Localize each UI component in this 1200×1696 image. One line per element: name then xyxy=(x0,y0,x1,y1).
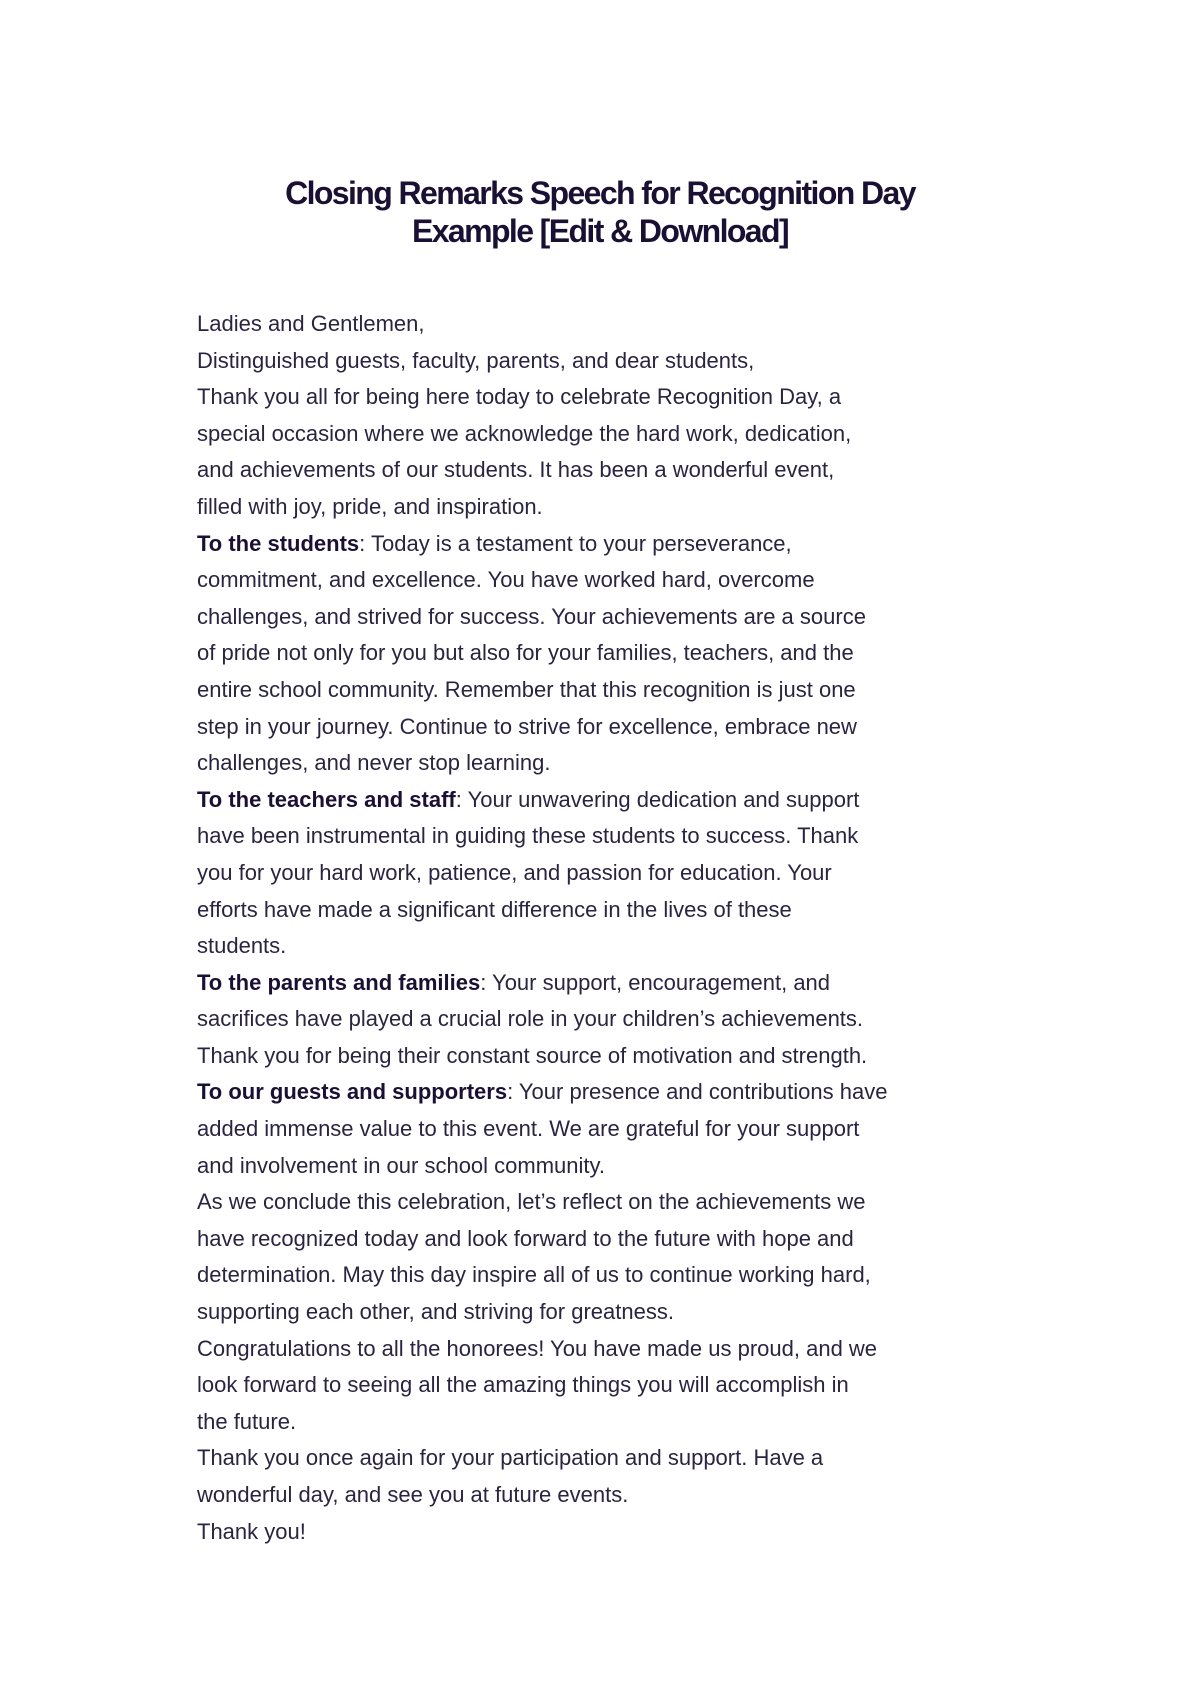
paragraph-line xyxy=(197,818,1017,855)
paragraph-line xyxy=(197,1440,1017,1477)
line-text: challenges, and strived for success. Your achievements are a source xyxy=(197,603,866,629)
paragraph-line xyxy=(197,1477,1017,1514)
line-text: you for your hard work, patience, and passion for education. Your xyxy=(197,859,832,885)
paragraph-lead-heading: To the students xyxy=(197,530,360,556)
paragraph-line xyxy=(197,1001,1017,1038)
paragraph-lead-heading: To the parents and families xyxy=(197,969,481,995)
line-text: : Your support, encouragement, and xyxy=(480,969,831,995)
line-text: Ladies and Gentlemen, xyxy=(197,311,425,336)
paragraph-line xyxy=(197,1111,1017,1148)
line-text: efforts have made a significant difference in the lives of these xyxy=(197,896,792,922)
paragraph-line xyxy=(197,306,1017,343)
line-text: the future. xyxy=(197,1408,297,1434)
paragraph-line xyxy=(197,599,1017,636)
line-text: wonderful day, and see you at future events. xyxy=(197,1482,629,1507)
document-title xyxy=(150,174,1050,250)
paragraph-line xyxy=(197,1148,1017,1185)
line-text: and involvement in our school community. xyxy=(197,1152,606,1178)
paragraph-lead-heading: To the teachers and staff xyxy=(197,786,456,812)
paragraph-line xyxy=(197,855,1017,892)
line-text: look forward to seeing all the amazing things you will accomplish in xyxy=(197,1372,849,1398)
paragraph-lead-heading: To our guests and supporters xyxy=(197,1079,508,1105)
line-text: : Your presence and contributions have xyxy=(507,1079,888,1105)
line-text: Thank you! xyxy=(197,1518,306,1544)
line-text: added immense value to this event. We are grateful for your support xyxy=(197,1116,860,1142)
paragraph-line xyxy=(197,1038,1017,1075)
line-text: determination. May this day inspire all of us to continue working hard, xyxy=(197,1262,871,1288)
paragraph-line xyxy=(197,452,1017,489)
paragraph-line xyxy=(197,379,1017,416)
speech-paragraph xyxy=(197,965,1017,1075)
paragraph-line xyxy=(197,416,1017,453)
speech-paragraph xyxy=(197,306,1017,343)
line-text: have been instrumental in guiding these students to success. Thank xyxy=(197,823,859,849)
paragraph-line xyxy=(197,892,1017,929)
line-text: : Today is a testament to your perseverance, xyxy=(359,530,792,556)
line-text: special occasion where we acknowledge the hard work, dedication, xyxy=(197,420,852,446)
paragraph-line xyxy=(197,1367,1017,1404)
title-line: Closing Remarks Speech for Recognition Day xyxy=(285,175,915,211)
paragraph-line xyxy=(197,745,1017,782)
paragraph-line xyxy=(197,782,1017,819)
line-text: challenges, and never stop learning. xyxy=(197,750,551,776)
paragraph-line xyxy=(197,526,1017,563)
line-text: As we conclude this celebration, let’s reflect on the achievements we xyxy=(197,1189,866,1215)
paragraph-line xyxy=(197,1074,1017,1111)
paragraph-line xyxy=(197,343,1017,380)
line-text: : Your unwavering dedication and support xyxy=(455,786,860,812)
line-text: Thank you all for being here today to celebrate Recognition Day, a xyxy=(197,384,842,410)
paragraph-line xyxy=(197,1331,1017,1368)
line-text: Thank you for being their constant source of motivation and strength. xyxy=(197,1042,868,1068)
speech-paragraph xyxy=(197,1074,1017,1184)
paragraph-line xyxy=(197,672,1017,709)
paragraph-line xyxy=(197,562,1017,599)
speech-paragraph xyxy=(197,1514,1017,1551)
line-text: supporting each other, and striving for greatness. xyxy=(197,1299,674,1325)
paragraph-line xyxy=(197,709,1017,746)
title-line: Example [Edit & Download] xyxy=(411,213,789,249)
speech-body xyxy=(197,306,1017,1550)
line-text: commitment, and excellence. You have worked hard, overcome xyxy=(197,567,815,593)
line-text: sacrifices have played a crucial role in your children’s achievements. xyxy=(197,1006,864,1032)
paragraph-line xyxy=(197,1257,1017,1294)
line-text: step in your journey. Continue to strive for excellence, embrace new xyxy=(197,713,857,739)
paragraph-line xyxy=(197,635,1017,672)
paragraph-line xyxy=(197,489,1017,526)
paragraph-line xyxy=(197,928,1017,965)
line-text: Thank you once again for your participation and support. Have a xyxy=(197,1445,824,1471)
line-text: students. xyxy=(197,933,287,959)
paragraph-line xyxy=(197,1221,1017,1258)
line-text: filled with joy, pride, and inspiration. xyxy=(197,493,543,519)
speech-paragraph xyxy=(197,1331,1017,1441)
speech-paragraph xyxy=(197,1440,1017,1513)
paragraph-line xyxy=(197,965,1017,1002)
line-text: Congratulations to all the honorees! You have made us proud, and we xyxy=(197,1335,878,1361)
paragraph-line xyxy=(197,1184,1017,1221)
speech-paragraph xyxy=(197,782,1017,965)
line-text: entire school community. Remember that this recognition is just one xyxy=(197,676,856,702)
line-text: of pride not only for you but also for your families, teachers, and the xyxy=(197,640,854,666)
paragraph-line xyxy=(197,1514,1017,1551)
speech-paragraph xyxy=(197,379,1017,525)
line-text: and achievements of our students. It has been a wonderful event, xyxy=(197,457,835,483)
paragraph-line xyxy=(197,1404,1017,1441)
speech-paragraph xyxy=(197,526,1017,782)
speech-paragraph xyxy=(197,1184,1017,1330)
line-text: have recognized today and look forward to the future with hope and xyxy=(197,1225,854,1251)
line-text: Distinguished guests, faculty, parents, and dear students, xyxy=(197,347,755,373)
speech-paragraph xyxy=(197,343,1017,380)
paragraph-line xyxy=(197,1294,1017,1331)
